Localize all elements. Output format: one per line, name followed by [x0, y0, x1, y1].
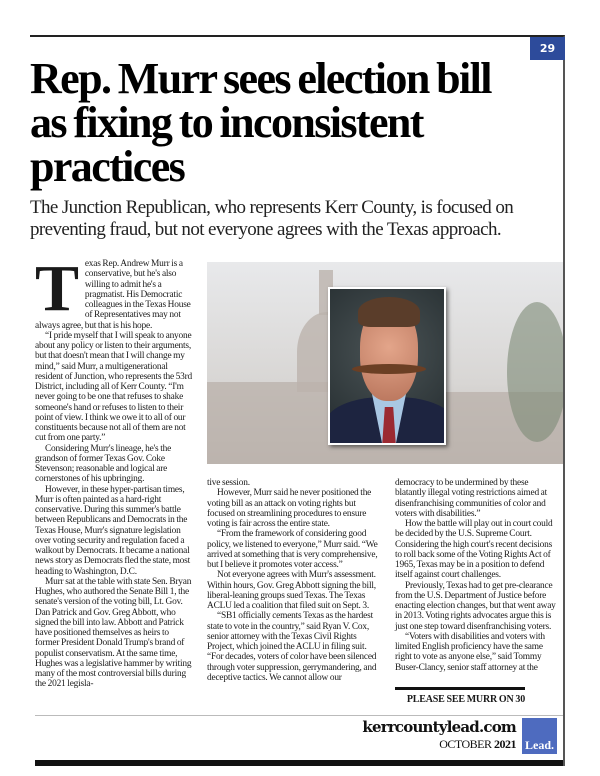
- paragraph: “SB1 officially cements Texas as the hardest state to vote in the country,” said Ryan V. Cox, senior attorney with the Texas Civil Rights Project, which joined the ACLU in filing suit. “For decades, voters of color have been silenced through voter suppression, gerrymandering, and deceptive tactics. We cannot allow our: [207, 611, 377, 683]
- paragraph: Previously, Texas had to get pre-clearance from the U.S. Department of Justice before enacting election changes, but that went away in 2013. Voting rights advocates argue this is just one step toward disenfranchising voters.: [395, 580, 556, 632]
- paragraph: How the battle will play out in court could be decided by the U.S. Supreme Court. Considering the high court's recent decisions to roll back some of the Voting Rights Act of 1965, Texas may be in a position to defend itself against court challenges.: [395, 519, 553, 581]
- lead-logo: Lead.: [522, 718, 557, 754]
- paragraph: However, in these hyper-partisan times, Murr is often painted as a hard-right conservative. During this summer's battle between Republicans and Democrats in the Texas House, Murr's signature legislation over voting security and regulation faced a walkout by Democrats. It became a national news story as Democrats fled the state, most heading to Washington, D.C.: [35, 484, 191, 577]
- bottom-bar: [35, 760, 563, 766]
- paragraph: democracy to be undermined by these blatantly illegal voting restrictions aimed at disenfranchising communities of color and voters with disabilities.”: [395, 478, 548, 519]
- issue-year: 2021: [494, 736, 516, 751]
- paragraph: Considering Murr's lineage, he's the grandson of former Texas Gov. Coke Stevenson; reasonable and logical are cornerstones of his upbringing.: [35, 443, 172, 485]
- article-column-3: [395, 478, 563, 705]
- paragraph: “Voters with disabilities and voters with limited English proficiency have the same right to vote as anyone else,” said Tommy Buser-Clancy, senior staff attorney at the: [395, 631, 545, 673]
- paragraph: Murr sat at the table with state Sen. Bryan Hughes, who authored the Senate Bill 1, the senate's version of the voting bill, Lt. Gov. Dan Patrick and Gov. Greg Abbott, who signed the bill into law. Abbott and Patrick have positioned themselves as heirs to former President Donald Trump's brand of populist conservatism. At the same time, Hughes was a legislative hammer by writing many of the most controversial bills during the 2021 legisla-: [35, 576, 192, 690]
- article-column-1: [35, 252, 193, 690]
- continued-link[interactable]: PLEASE SEE MURR ON 30: [406, 693, 525, 705]
- paragraph: However, Murr said he never positioned the voting bill as an attack on voting rights but focused on streamlining procedures to ensure voting is fair across the entire state.: [207, 488, 372, 529]
- deck-subheadline: The Junction Republican, who represents Kerr County, is focused on preventing fraud, but not everyone agrees with the Texas approach.: [30, 197, 514, 240]
- jump-rule: [395, 687, 525, 690]
- page-number: 29: [530, 37, 565, 60]
- portrait-photo: [328, 287, 446, 445]
- footer-text: [362, 718, 516, 752]
- paragraph: tive session.: [207, 478, 250, 488]
- issue-month: OCTOBER: [439, 736, 492, 751]
- article-column-2: [207, 478, 381, 683]
- paragraph: “I pride myself that I will speak to anyone about any policy or listen to their arguments, but that doesn't mean that I will change my mind,” said Murr, a multigenerational resident of Junction, who represents the 53rd District, including all of Kerr County. “I'm never going to be one that refuses to shake someone's hand or refuses to listen to their point of view. I think we owe it to all of our constituents because not all of them are not cut from one party.”: [35, 330, 193, 444]
- website-url[interactable]: kerrcountylead.com: [362, 717, 516, 736]
- magazine-page: [30, 35, 565, 766]
- paragraph: “From the framework of considering good policy, we listened to everyone,” Murr said. “We arrived at something that is very comprehensive, but I believe it promotes voter access.”: [207, 529, 378, 570]
- paragraph: exas Rep. Andrew Murr is a conservative, but he's also willing to admit he's a pragmatist. His Democratic colleagues in the Texas House of Representatives may not always agree, but that is his hope.: [35, 259, 191, 331]
- issue-date: [362, 737, 516, 752]
- article-body: [35, 252, 563, 705]
- article-photo: [207, 262, 563, 464]
- page-footer: [35, 715, 563, 760]
- headline: Rep. Murr sees election bill as fixing to inconsistent practices: [30, 54, 491, 191]
- paragraph: Not everyone agrees with Murr's assessment. Within hours, Gov. Greg Abbott signing the bill, liberal-leaning groups sued Texas. The Texas ACLU led a coalition that filed suit on Sept. 3.: [207, 570, 376, 611]
- drop-cap: T: [35, 252, 79, 325]
